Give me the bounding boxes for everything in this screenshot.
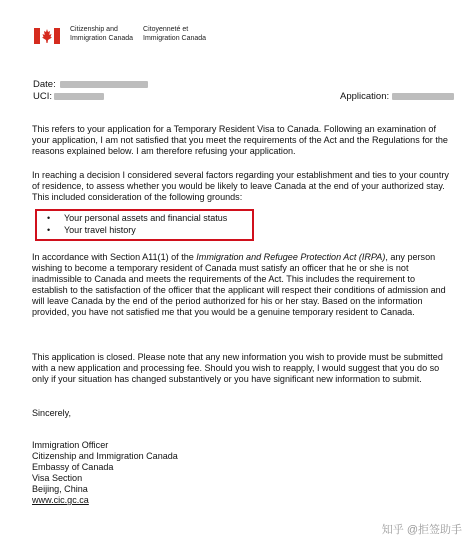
department-name-english: Citizenship and Immigration Canada bbox=[70, 26, 134, 42]
section-line: Visa Section bbox=[32, 473, 83, 483]
grounds-paragraph: In reaching a decision I considered several factors regarding your establishment and ties to your country of residence, to assess whether you would be likely to leave Canada at the end of your authorized stay. This included consideration of the following grounds: bbox=[32, 170, 449, 202]
ground-item-assets: • Your personal assets and financial status bbox=[38, 212, 227, 224]
application-redacted bbox=[392, 93, 454, 100]
uci-redacted bbox=[54, 93, 104, 100]
department-line: Citizenship and Immigration Canada bbox=[32, 451, 178, 461]
grounds-list bbox=[38, 212, 227, 236]
irpa-paragraph: In accordance with Section A11(1) of the Immigration and Refugee Protection Act (IRPA), any person wishing to become a temporary resident of Canada must satisfy an officer that he or she is not inadmissible to Canada and meets the requirements of the Act. This includes the requirement to establish to the satisfaction of the officer that the applicant will respect their conditions of admission and will leave Canada by the end of the period authorized for his or her stay. Based on the information provided, you have not satisfied me that you would be a genuine temporary resident to Canada. bbox=[32, 252, 446, 317]
officer-title: Immigration Officer bbox=[32, 440, 109, 450]
letterhead bbox=[34, 26, 206, 48]
refusal-paragraph: This refers to your application for a Temporary Resident Visa to Canada. Following an examination of your application, I am not satisfied that you meet the requirements of the Act and the Regulations for the reasons explained below. I am therefore refusing your application. bbox=[32, 124, 448, 156]
canada-flag-icon bbox=[34, 28, 60, 44]
closure-paragraph: This application is closed. Please note that any new information you wish to provide must be submitted with a new application and processing fee. Should you wish to reapply, I would suggest that you do so only if your situation has changed substantively or you have significant new information to submit. bbox=[32, 352, 443, 384]
department-name-french: Citoyenneté et Immigration Canada bbox=[143, 26, 207, 42]
date-label: Date: bbox=[33, 79, 56, 90]
ground-item-travel: • Your travel history bbox=[38, 224, 227, 236]
salutation: Sincerely, bbox=[32, 408, 72, 418]
watermark-text: 知乎 @拒签助手 bbox=[381, 524, 462, 536]
date-redacted bbox=[60, 81, 148, 88]
uci-label: UCI: bbox=[33, 91, 52, 102]
embassy-line: Embassy of Canada bbox=[32, 462, 114, 472]
signature-block bbox=[32, 440, 178, 506]
website-link[interactable]: www.cic.gc.ca bbox=[32, 495, 89, 505]
location-line: Beijing, China bbox=[32, 484, 88, 494]
watermark bbox=[382, 521, 462, 537]
application-label: Application: bbox=[340, 91, 390, 102]
